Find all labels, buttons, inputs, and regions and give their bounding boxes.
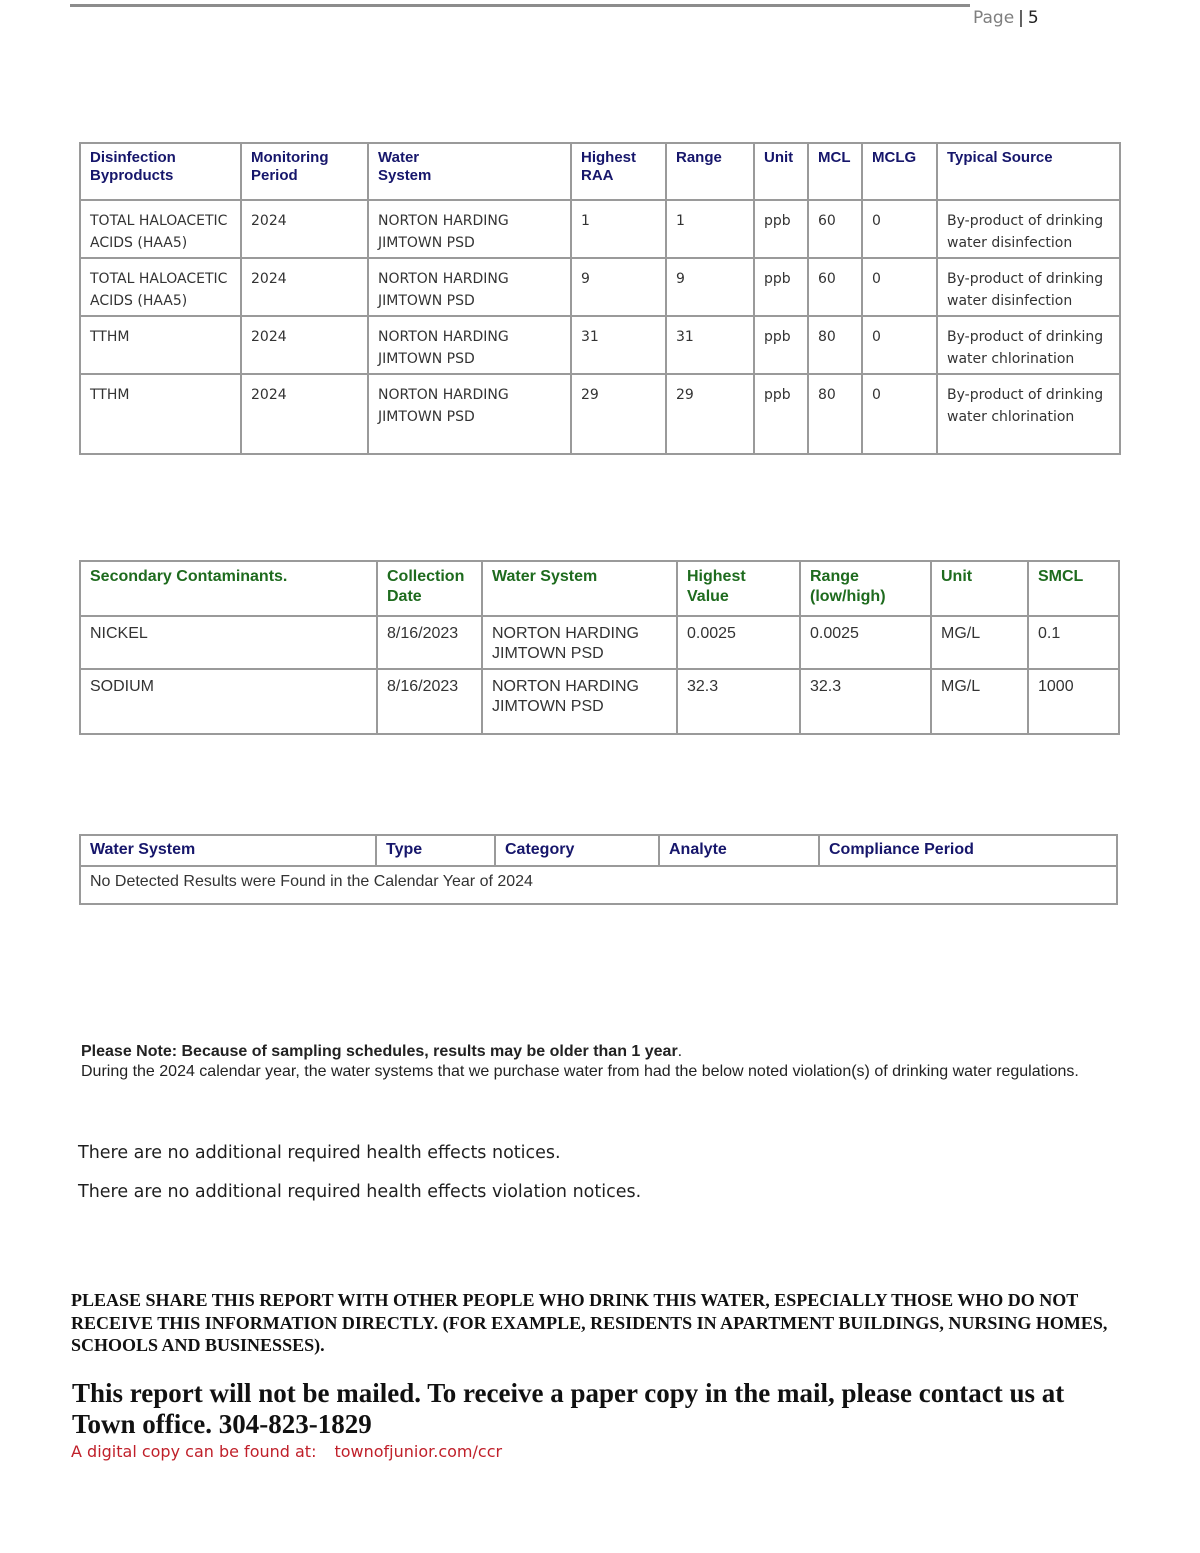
column-header-contaminant: Secondary Contaminants. <box>80 561 377 616</box>
cell-mclg: 0 <box>862 200 937 258</box>
cell-smcl: 1000 <box>1028 669 1119 734</box>
cell-mclg: 0 <box>862 258 937 316</box>
table-row <box>80 866 1117 904</box>
column-header-compliance-period: Compliance Period <box>819 835 1117 866</box>
cell-unit: ppb <box>754 374 808 454</box>
digital-copy-link[interactable]: townofjunior.com/ccr <box>334 1442 503 1461</box>
cell-typical-source: By-product of drinking water chlorination <box>937 316 1120 374</box>
cell-disinfection-byproduct: TOTAL HALOACETIC ACIDS (HAA5) <box>80 200 241 258</box>
cell-disinfection-byproduct: TTHM <box>80 374 241 454</box>
cell-mcl: 60 <box>808 258 862 316</box>
cell-contaminant: SODIUM <box>80 669 377 734</box>
cell-typical-source: By-product of drinking water disinfection <box>937 200 1120 258</box>
table-row <box>80 258 1120 316</box>
cell-monitoring-period: 2024 <box>241 200 368 258</box>
cell-monitoring-period: 2024 <box>241 258 368 316</box>
column-header-range: Range <box>666 143 754 200</box>
page-label: Page <box>973 8 1015 28</box>
cell-unit: ppb <box>754 258 808 316</box>
cell-collection-date: 8/16/2023 <box>377 669 482 734</box>
cell-highest-raa: 29 <box>571 374 666 454</box>
cell-range: 32.3 <box>800 669 931 734</box>
table-header-row <box>80 561 1119 616</box>
cell-range: 9 <box>666 258 754 316</box>
cell-mcl: 60 <box>808 200 862 258</box>
cell-mclg: 0 <box>862 316 937 374</box>
note-bold-end: . <box>677 1043 683 1060</box>
cell-contaminant: NICKEL <box>80 616 377 669</box>
digital-copy-label: A digital copy can be found at: <box>71 1442 317 1461</box>
share-notice: PLEASE SHARE THIS REPORT WITH OTHER PEOPLE WHO DRINK THIS WATER, ESPECIALLY THOSE WHO DO NOT RECEIVE THIS INFORMATION DIRECTLY. (FOR EXAMPLE, RESIDENTS IN APARTMENT BUILDINGS, NURSING HOMES, SCHOOLS AND BUSINESSES). <box>71 1290 1108 1355</box>
column-header-analyte: Analyte <box>659 835 819 866</box>
column-header-unit: Unit <box>754 143 808 200</box>
cell-collection-date: 8/16/2023 <box>377 616 482 669</box>
health-effects-violation-notice: There are no additional required health effects violation notices. <box>78 1182 642 1202</box>
column-header-disinfection-byproduct: Disinfection Byproducts <box>80 143 241 200</box>
cell-water-system: NORTON HARDING JIMTOWN PSD <box>368 258 571 316</box>
cell-unit: ppb <box>754 200 808 258</box>
page-number <box>973 8 1039 28</box>
column-header-highest-raa: Highest RAA <box>571 143 666 200</box>
column-header-mclg: MCLG <box>862 143 937 200</box>
no-results-message: No Detected Results were Found in the Calendar Year of 2024 <box>80 866 1117 904</box>
table-row <box>80 316 1120 374</box>
disinfection-byproducts-table <box>79 142 1121 455</box>
cell-range: 29 <box>666 374 754 454</box>
column-header-category: Category <box>495 835 659 866</box>
cell-water-system: NORTON HARDING JIMTOWN PSD <box>368 200 571 258</box>
cell-water-system: NORTON HARDING JIMTOWN PSD <box>368 316 571 374</box>
cell-highest-value: 32.3 <box>677 669 800 734</box>
cell-mcl: 80 <box>808 316 862 374</box>
cell-highest-raa: 1 <box>571 200 666 258</box>
cell-unit: ppb <box>754 316 808 374</box>
cell-typical-source: By-product of drinking water disinfection <box>937 258 1120 316</box>
note-text: During the 2024 calendar year, the water systems that we purchase water from had the below noted violation(s) of drinking water regulations. <box>81 1063 1079 1080</box>
cell-unit: MG/L <box>931 669 1028 734</box>
cell-range: 0.0025 <box>800 616 931 669</box>
health-effects-notice: There are no additional required health effects notices. <box>78 1143 561 1163</box>
cell-mcl: 80 <box>808 374 862 454</box>
column-header-smcl: SMCL <box>1028 561 1119 616</box>
column-header-type: Type <box>376 835 495 866</box>
cell-disinfection-byproduct: TOTAL HALOACETIC ACIDS (HAA5) <box>80 258 241 316</box>
sampling-note <box>81 1042 1111 1082</box>
cell-range: 31 <box>666 316 754 374</box>
table-row <box>80 669 1119 734</box>
cell-disinfection-byproduct: TTHM <box>80 316 241 374</box>
cell-unit: MG/L <box>931 616 1028 669</box>
mail-notice: This report will not be mailed. To receive a paper copy in the mail, please contact us at Town office. 304-823-1829 <box>72 1378 1065 1439</box>
violations-table <box>79 834 1118 905</box>
note-bold: Please Note: Because of sampling schedules, results may be older than 1 year <box>81 1043 678 1060</box>
column-header-mcl: MCL <box>808 143 862 200</box>
column-header-monitoring-period: Monitoring Period <box>241 143 368 200</box>
cell-monitoring-period: 2024 <box>241 374 368 454</box>
table-row <box>80 616 1119 669</box>
table-row <box>80 374 1120 454</box>
column-header-water-system: Water System <box>368 143 571 200</box>
cell-highest-raa: 9 <box>571 258 666 316</box>
cell-highest-value: 0.0025 <box>677 616 800 669</box>
cell-water-system: NORTON HARDING JIMTOWN PSD <box>368 374 571 454</box>
column-header-unit: Unit <box>931 561 1028 616</box>
page-number-value: 5 <box>1027 8 1039 28</box>
column-header-water-system: Water System <box>482 561 677 616</box>
column-header-range: Range (low/high) <box>800 561 931 616</box>
secondary-contaminants-table <box>79 560 1120 735</box>
digital-copy-line <box>71 1442 502 1461</box>
table-header-row <box>80 835 1117 866</box>
cell-typical-source: By-product of drinking water chlorination <box>937 374 1120 454</box>
page-separator: | <box>1018 8 1024 28</box>
header-rule <box>70 4 970 7</box>
column-header-highest-value: Highest Value <box>677 561 800 616</box>
cell-smcl: 0.1 <box>1028 616 1119 669</box>
table-header-row <box>80 143 1120 200</box>
cell-highest-raa: 31 <box>571 316 666 374</box>
cell-water-system: NORTON HARDING JIMTOWN PSD <box>482 669 677 734</box>
cell-range: 1 <box>666 200 754 258</box>
column-header-water-system: Water System <box>80 835 376 866</box>
column-header-collection-date: Collection Date <box>377 561 482 616</box>
column-header-typical-source: Typical Source <box>937 143 1120 200</box>
table-row <box>80 200 1120 258</box>
cell-monitoring-period: 2024 <box>241 316 368 374</box>
cell-mclg: 0 <box>862 374 937 454</box>
cell-water-system: NORTON HARDING JIMTOWN PSD <box>482 616 677 669</box>
